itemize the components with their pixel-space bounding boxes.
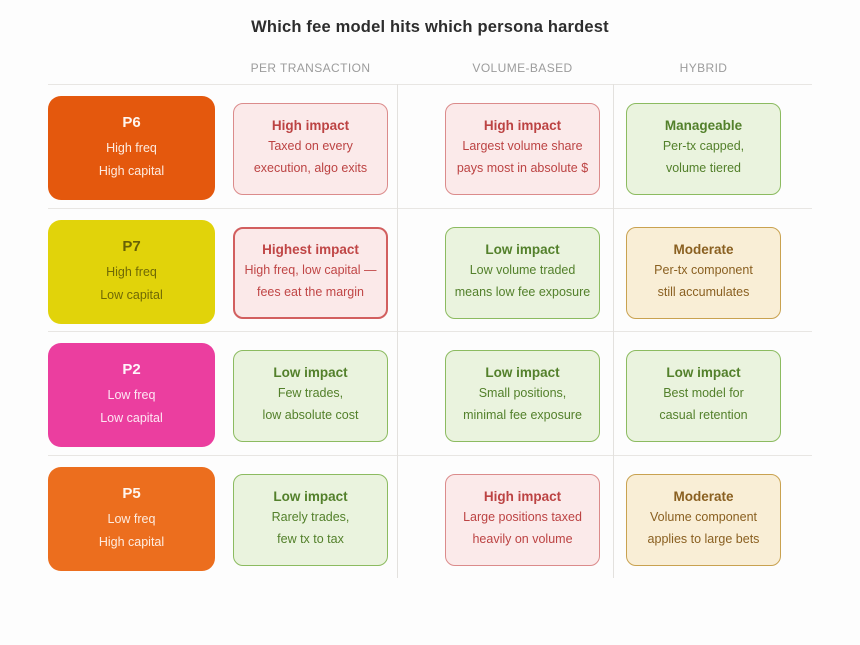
impact-desc-line: minimal fee exposure [463, 408, 582, 422]
impact-level: Moderate [673, 242, 734, 258]
persona-trait: Low freq [107, 388, 156, 402]
impact-desc-line: low absolute cost [262, 408, 359, 422]
persona-trait: Low freq [107, 512, 156, 526]
impact-desc-line: execution, algo exits [253, 161, 368, 175]
impact-desc-line: heavily on volume [472, 532, 573, 546]
impact-cell-p7-per-transaction [233, 227, 388, 319]
impact-level: Low impact [273, 489, 348, 505]
impact-desc-line: Largest volume share [462, 139, 583, 154]
impact-desc-line: fees eat the margin [256, 285, 364, 299]
grid-line-vertical [613, 84, 614, 578]
persona-id: P6 [122, 114, 141, 131]
persona-card-p2 [48, 343, 215, 447]
impact-desc-line: Few trades, [277, 386, 344, 401]
grid-line-horizontal [48, 208, 812, 209]
persona-trait: High freq [106, 141, 157, 155]
impact-desc-line: volume tiered [665, 161, 742, 175]
impact-cell-p7-hybrid [626, 227, 781, 319]
persona-trait: High capital [98, 534, 165, 549]
impact-level: High impact [483, 118, 562, 134]
impact-desc-line: means low fee exposure [454, 285, 591, 299]
impact-cell-p6-per-transaction [233, 103, 388, 195]
impact-level: Moderate [673, 489, 734, 505]
persona-id: P5 [122, 485, 141, 502]
impact-cell-p2-hybrid [626, 350, 781, 442]
impact-cell-p6-volume-based [445, 103, 600, 195]
impact-cell-p5-volume-based [445, 474, 600, 566]
persona-trait: High freq [106, 265, 157, 279]
persona-card-p5 [48, 467, 215, 571]
persona-trait: Low capital [100, 410, 163, 425]
column-header-volume-based: VOLUME-BASED [472, 61, 573, 75]
impact-desc-line: applies to large bets [647, 532, 760, 546]
grid-line-horizontal [48, 455, 812, 456]
impact-level: Low impact [666, 365, 741, 381]
impact-level: Low impact [485, 242, 560, 258]
impact-desc-line: Volume component [649, 510, 757, 525]
impact-desc-line: Large positions taxed [463, 510, 582, 525]
impact-cell-p6-hybrid [626, 103, 781, 195]
persona-trait: Low capital [100, 287, 163, 302]
impact-level: High impact [483, 489, 562, 505]
impact-level: Highest impact [262, 242, 359, 258]
impact-desc-line: Best model for [663, 386, 744, 401]
persona-trait: High capital [98, 163, 165, 178]
persona-card-p6 [48, 96, 215, 200]
impact-desc-line: few tx to tax [277, 532, 344, 546]
impact-desc-line: Low volume traded [469, 263, 576, 278]
impact-desc-line: pays most in absolute $ [456, 161, 589, 175]
column-header-hybrid: HYBRID [679, 61, 728, 75]
impact-cell-p5-per-transaction [233, 474, 388, 566]
impact-level: Low impact [485, 365, 560, 381]
impact-cell-p2-per-transaction [233, 350, 388, 442]
persona-card-p7 [48, 220, 215, 324]
impact-desc-line: High freq, low capital — [244, 263, 377, 278]
persona-id: P2 [122, 361, 141, 378]
impact-cell-p7-volume-based [445, 227, 600, 319]
impact-desc-line: Taxed on every [268, 139, 353, 154]
impact-level: High impact [271, 118, 350, 134]
column-header-per-transaction: PER TRANSACTION [250, 61, 371, 75]
impact-cell-p5-hybrid [626, 474, 781, 566]
grid-line-horizontal [48, 84, 812, 85]
impact-desc-line: casual retention [659, 408, 748, 422]
impact-desc-line: Small positions, [478, 386, 567, 401]
impact-level: Manageable [664, 118, 743, 134]
grid-line-vertical [397, 84, 398, 578]
impact-desc-line: Per-tx component [654, 263, 753, 278]
impact-desc-line: Rarely trades, [271, 510, 350, 525]
impact-desc-line: Per-tx capped, [662, 139, 745, 154]
impact-cell-p2-volume-based [445, 350, 600, 442]
impact-desc-line: still accumulates [657, 285, 750, 299]
grid-line-horizontal [48, 331, 812, 332]
impact-level: Low impact [273, 365, 348, 381]
persona-id: P7 [122, 238, 141, 255]
page-title: Which fee model hits which persona hardest [251, 18, 609, 36]
